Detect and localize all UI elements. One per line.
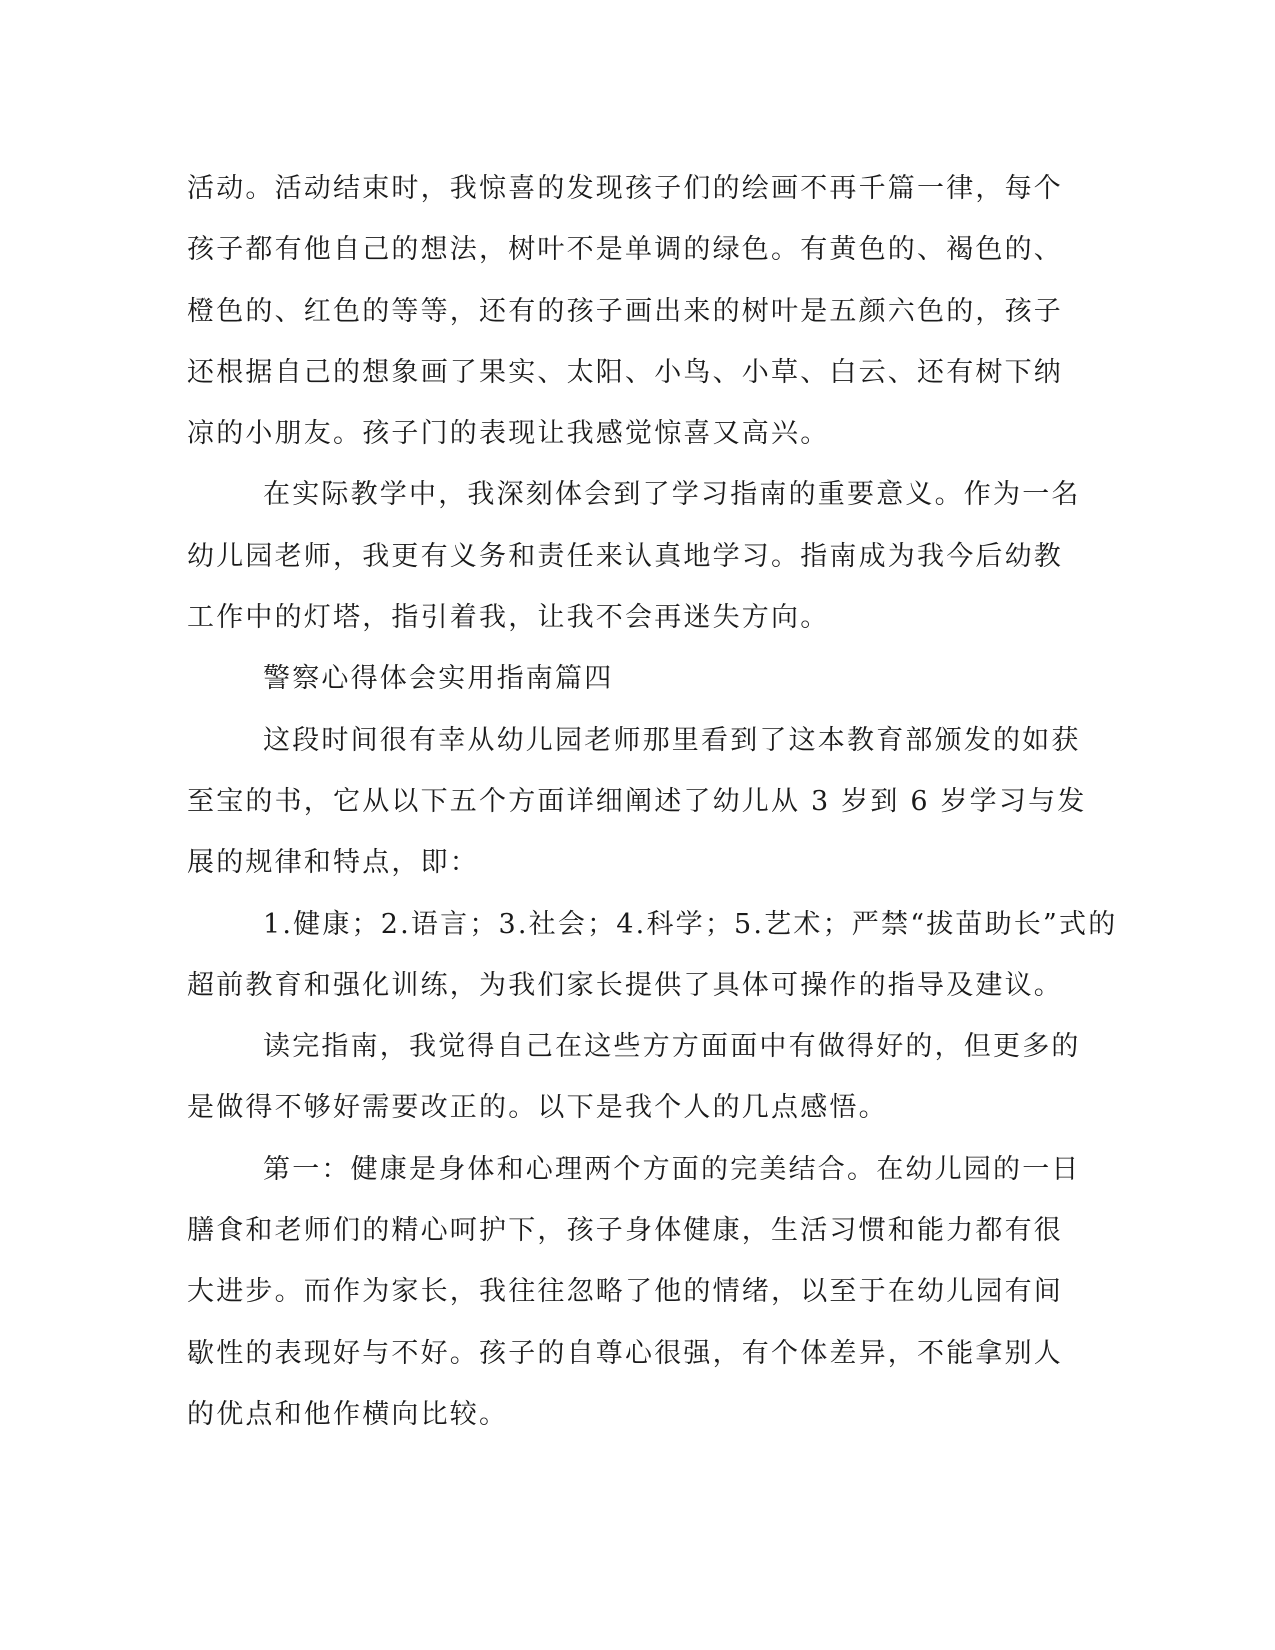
text-line: 展的规律和特点，即： [187,847,479,879]
text-line: 橙色的、红色的等等，还有的孩子画出来的树叶是五颜六色的，孩子 [187,295,1063,327]
text-line: 歇性的表现好与不好。孩子的自尊心很强，有个体差异，不能拿别人 [187,1337,1063,1369]
paragraph-first-line: 读完指南，我觉得自己在这些方方面面中有做得好的，但更多的 [263,1031,1081,1063]
paragraph-first-line: 这段时间很有幸从幼儿园老师那里看到了这本教育部颁发的如获 [263,724,1081,756]
paragraph-first-line: 第一：健康是身体和心理两个方面的完美结合。在幼儿园的一日 [263,1153,1081,1185]
text-line: 大进步。而作为家长，我往往忽略了他的情绪，以至于在幼儿园有间 [187,1276,1063,1308]
document-body [187,158,1118,1445]
text-line: 工作中的灯塔，指引着我，让我不会再迷失方向。 [187,602,830,634]
paragraph-first-line: 在实际教学中，我深刻体会到了学习指南的重要意义。作为一名 [263,479,1081,511]
text-line: 膳食和老师们的精心呵护下，孩子身体健康，生活习惯和能力都有很 [187,1215,1063,1247]
text-line: 还根据自己的想象画了果实、太阳、小鸟、小草、白云、还有树下纳 [187,356,1063,388]
section-heading: 警察心得体会实用指南篇四 [263,663,614,695]
text-line: 是做得不够好需要改正的。以下是我个人的几点感悟。 [187,1092,888,1124]
text-line: 幼儿园老师，我更有义务和责任来认真地学习。指南成为我今后幼教 [187,540,1063,572]
text-line: 的优点和他作横向比较。 [187,1398,509,1430]
text-line: 超前教育和强化训练，为我们家长提供了具体可操作的指导及建议。 [187,969,1063,1001]
text-line: 活动。活动结束时，我惊喜的发现孩子们的绘画不再千篇一律，每个 [187,173,1063,204]
text-line: 至宝的书，它从以下五个方面详细阐述了幼儿从 3 岁到 6 岁学习与发 [187,785,1087,817]
text-line: 孩子都有他自己的想法，树叶不是单调的绿色。有黄色的、褐色的、 [187,234,1063,266]
text-line: 凉的小朋友。孩子门的表现让我感觉惊喜又高兴。 [187,418,830,450]
paragraph-first-line: 1.健康；2.语言；3.社会；4.科学；5.艺术；严禁“拔苗助长”式的 [263,908,1118,940]
